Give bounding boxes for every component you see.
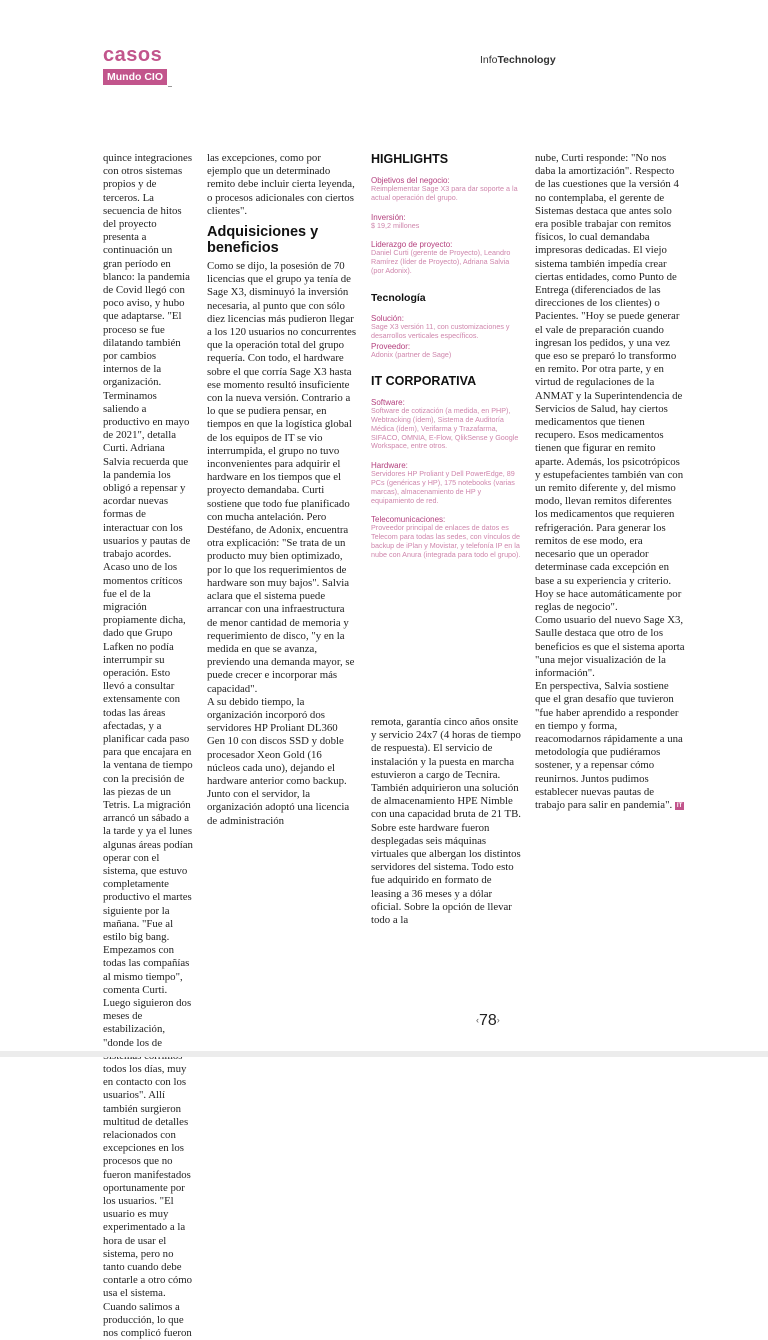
telecom-text: Proveedor principal de enlaces de datos es Telecom para todas las sedes, con vínculos de backup de iPlan y Movistar, y telefonía IP en la nube con Anura (integrada para todo el grupo). [371, 523, 521, 559]
software-text: Software de cotización (a medida, en PHP), Webtracking (ídem), Sistema de Auditoría Médica (ídem), Verifarma y Trazafarma, SIFACO, OMNIA, E-Flow, QlikSense y Google Workspace, entre otros. [371, 406, 519, 451]
publication-brand [480, 54, 556, 66]
section-title: casos [103, 44, 163, 66]
objetivos-text: Reimplementar Sage X3 para dar soporte a la actual operación del grupo. [371, 184, 518, 202]
bottom-rule [0, 1051, 768, 1057]
prev-arrow-icon: ‹ [476, 1015, 479, 1025]
page-number-value: 78 [479, 1012, 497, 1029]
inversion-label: Inversión: [371, 212, 406, 222]
section-heading: Adquisiciones y beneficios [207, 224, 319, 257]
telecom-label: Telecomunicaciones: [371, 515, 446, 525]
solucion-text: Sage X3 versión 11, con customizaciones y desarrollos verticales específicos. [371, 321, 510, 340]
article-column-4 [535, 152, 685, 812]
col2-paragraph-1: las excepciones, como por ejemplo que un determinado remito debe incluir cierta leyenda, o procesos adicionales con ciertos clientes". [207, 152, 355, 217]
col4-paragraph-2: Como usuario del nuevo Sage X3, Saulle destaca que otro de los beneficios es que el sistema aporta "una mejor visualización de la información". [535, 614, 685, 679]
col4-paragraph-3-text: En perspectiva, Salvia sostiene que el gran desafío que tuvieron "fue haber aprendido a responder en tiempo y forma, reacomodarnos rápidamente a una metodología que pudiéramos sostener, y a repensar cómo reunirnos. Juntos pudimos establecer nuevas pautas de trabajo para salir en pandemia". [535, 680, 683, 811]
section-tag: Mundo CIO [103, 69, 167, 85]
software-label: Software: [371, 398, 405, 408]
page-number [476, 1012, 500, 1030]
hardware-label: Hardware: [371, 461, 408, 471]
col1-paragraph-1: quince integraciones con otros sistemas propios y de terceros. La secuencia de hitos del proyecto presenta a continuación un gran período en blanco: la pandemia de Covid llegó con poco aviso, y hubo que adaptarse. "El proceso se fue dilatando también por cambios internos de la organización. Terminamos saliendo a productivo en mayo de 2021", detalla Curti. Adriana Salvia recuerda que la pandemia los obligó a repensar y acordar nuevas formas de interactuar con los usuarios y pautas de trabajo acordes. [103, 152, 193, 561]
brand-bold: Technology [497, 54, 556, 66]
col4-paragraph-3 [535, 680, 685, 812]
proveedor-text: Adonix (partner de Sage) [371, 350, 452, 360]
objetivos-label: Objetivos del negocio: [371, 176, 450, 185]
tecnologia-title: Tecnología [371, 291, 426, 304]
liderazgo-text: Daniel Curti (gerente de Proyecto), Leandro Ramírez (líder de Proyecto), Adriana Salvia (por Adonix). [371, 248, 511, 275]
tag-rule [168, 86, 172, 87]
col4-paragraph-1: nube, Curti responde: "No nos daba la amortización". Respecto de las cuestiones que la versión 4 no contemplaba, el gerente de Sistemas destaca que antes solo era posible trabajar con remitos físicos, lo cual demandaba impresoras dedicadas. El viejo sistema también impedía crear ciertas entidades, como Punto de Entrega (diferenciados de las direcciones de los clientes) o Pacientes. "Hoy se puede generar el vale de preparación cuando ingresan los pedidos, y una vez que eso se preparó lo transformo en remito. Por otra parte, y en virtud de regulaciones de la ANMAT y la Superintendencia de Servicios de Salud, hay ciertos medicamentos que tienen recupero. Esos medicamentos tienen que figurar en remito aparte. Además, los psicotrópicos y estupefacientes también van con un remito diferente y, del mismo modo, llevan remitos diferentes los medicamentos que requieren refrigeración. Para generar los remitos de ese modo, era necesario que un operador determinase cada excepción en base a su experiencia y criterio. Hoy se hace automáticamente por reglas de negocio". [535, 152, 684, 613]
brand-prefix: Info [480, 54, 498, 66]
solucion-label: Solución: [371, 313, 404, 323]
liderazgo-label: Liderazgo de proyecto: [371, 240, 453, 250]
next-arrow-icon: › [496, 1015, 500, 1025]
hardware-text: Servidores HP Proliant y Dell PowerEdge, 89 PCs (genéricas y HP), 175 notebooks (varias marcas), almacenamiento de HP y equipamiento de red. [371, 469, 515, 505]
it-corporativa-title: IT CORPORATIVA [371, 374, 477, 389]
col1-paragraph-2: Acaso uno de los momentos críticos fue el de la migración propiamente dicha, dado que Grupo Lafken no podía interrumpir su operación. Esto llevó a consultar extensamente con todas las áreas afectadas, y a planificar cada paso para que encajara en la ventana de tiempo con la precisión de las piezas de un Tetris. La migración arrancó un sábado a la tarde y ya el lunes algunas áreas podían operar con el sistema, que estuvo completamente productivo el martes siguiente por la mañana. "Fue al estilo big bang. Empezamos con todas las compañías al mismo tiempo", comenta Curti. Luego siguieron dos meses de estabilización, "donde los de todos los días, muy en contacto con los usuarios". Allí también surgieron multitud de detalles relacionados con excepciones en los procesos que no fueron manifestados oportunamente por los usuarios. "El usuario es muy experimentado a la hora de usar el sistema, pero no tanto cuando debe contarle a otro cómo usa el sistema. Cuando salimos a producción, lo que nos complicó fueron [103, 561, 193, 1340]
article-column-3 [371, 716, 521, 927]
inversion-text: $ 19,2 millones [371, 220, 420, 230]
proveedor-label: Proveedor: [371, 342, 411, 352]
article-column-1 [103, 152, 193, 1340]
col2-paragraph-2: Como se dijo, la posesión de 70 licencias que el grupo ya tenía de Sage X3, disminuyó la inversión necesaria, al punto que con sólo diez licencias más pudieron llegar a los 120 usuarios no concurrentes que la operación total del grupo requería. Con todo, el hardware sobre el que corría Sage X3 hasta ese momento resultó insuficiente con la nueva versión. Contrario a lo que se pudiera pensar, en tiempos en que la logística global de los equipos de IT se vio interrumpida, el grupo no tuvo inconvenientes para adquirir el hardware en los tiempos que el proyecto demandaba. Curti sostiene que todo fue planificado con mucha antelación. Pero Destéfano, de Adonix, encuentra otra explicación: "Se trata de un producto muy bien optimizado, por lo que los requerimientos de hardware son muy bajos". Salvia aclara que el sistema puede arrancar con una infraestructura de menor cantidad de memoria y requerimiento de disco, "y en la medida en que se avanza, previendo una demanda mayor, se puede crecer e incorporar más capacidad". [207, 260, 357, 695]
highlights-box [371, 152, 521, 560]
end-mark: IT [676, 802, 683, 809]
article-column-2 [207, 152, 357, 828]
highlights-title: HIGHLIGHTS [371, 152, 449, 166]
col3-paragraph-1: remota, garantía cinco años onsite y servicio 24x7 (4 horas de tiempo de respuesta). El servicio de instalación y la puesta en marcha estuvieron a cargo de Tecnira. También adquirieron una solución de almacenamiento HPE Nimble con una capacidad bruta de 21 TB. Sobre este hardware fueron desplegadas seis máquinas virtuales que albergan los distintos servidores del sistema. Todo esto fue adquirido en formato de leasing a 36 meses y a dólar oficial. Sobre la opción de llevar todo a la [371, 716, 522, 927]
col2-paragraph-3: A su debido tiempo, la organización incorporó dos servidores HP Proliant DL360 Gen 10 con discos SSD y doble procesador Xeon Gold (16 núcleos cada uno), dejando el hardware anterior como backup. Junto con el servidor, la organización adoptó una licencia de administración [207, 695, 350, 827]
